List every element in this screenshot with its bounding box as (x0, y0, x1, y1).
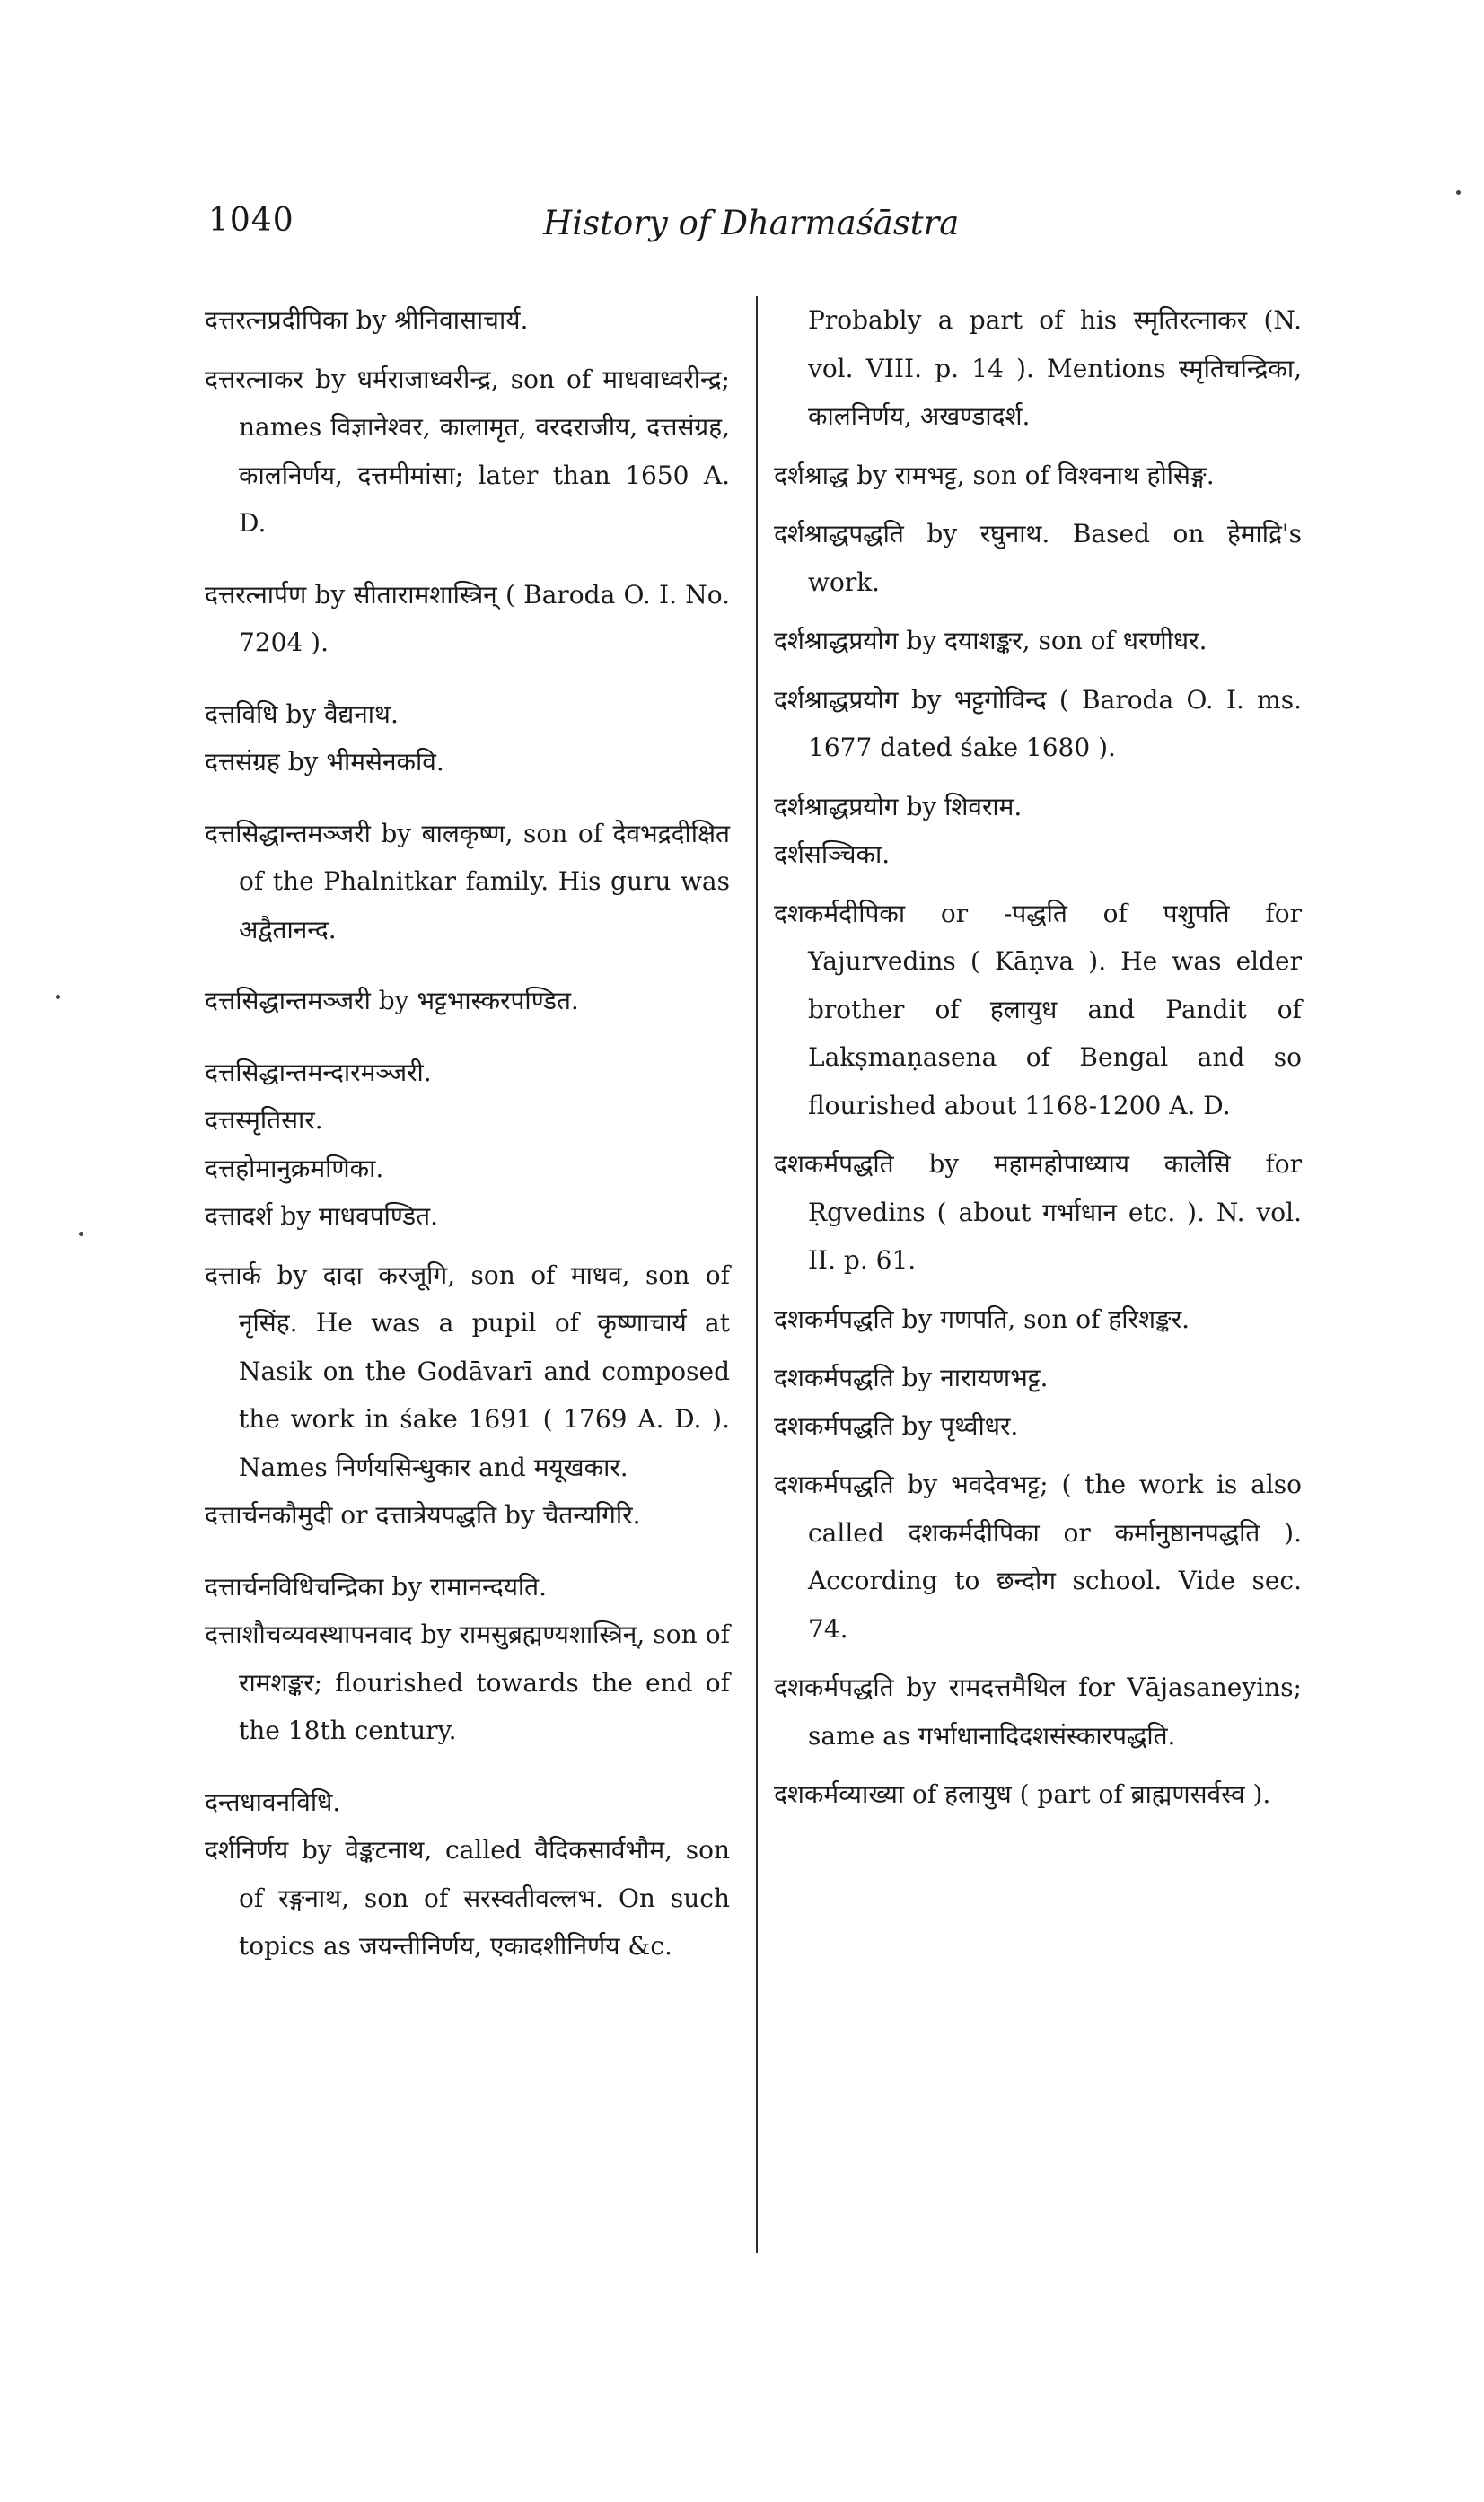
left-column (205, 296, 730, 1971)
dictionary-entry: दर्शश्राद्धप्रयोग by शिवराम. (774, 791, 1023, 821)
dictionary-entry: दशकर्मपद्धति by पृथ्वीधर. (774, 1410, 1019, 1441)
dictionary-entry: दत्तहोमानुक्रमणिका. (205, 1153, 384, 1183)
dictionary-entry: दर्शश्राद्धप्रयोग by भट्टगोविन्द ( Baroda O. I. ms. 1677 dated śake 1680 ). (774, 684, 1302, 762)
dictionary-entry: दर्शश्राद्धप्रयोग by दयाशङ्कर, son of धरणीधर. (774, 626, 1207, 655)
dictionary-entry: दत्ताशौचव्यवस्थापनवाद by रामसुब्रह्मण्यशास्त्रिन्, son of रामशङ्कर; flourished towards the end of the 18th century. (205, 1620, 730, 1745)
dictionary-entry: दशकर्मव्याख्या of हलायुध ( part of ब्राह्मणसर्वस्व ). (774, 1779, 1271, 1809)
dictionary-entry: दत्तसंग्रह by भीमसेनकवि. (205, 747, 444, 777)
dictionary-entry: दत्तस्मृतिसार. (205, 1105, 323, 1135)
dictionary-entry: दर्शसञ्चिका. (774, 839, 891, 869)
running-title: History of Dharmaśāstra (543, 204, 960, 242)
dictionary-entry: दत्तसिद्धान्तमञ्जरी by बालकृष्ण, son of देवभद्रदीक्षित of the Phalnitkar family. His guru was अद्वैतानन्द. (205, 818, 730, 944)
dictionary-entry: दत्तरत्नप्रदीपिका by श्रीनिवासाचार्य. (205, 305, 529, 335)
dictionary-entry: दशकर्मदीपिका or -पद्धति of पशुपति for Yajurvedins ( Kāṇva ). He was elder brother of हलायुध and Pandit of Lakṣmaṇasena of Bengal and so flourished about 1168-1200 A. D. (774, 898, 1302, 1120)
dictionary-entry: दशकर्मपद्धति by महामहोपाध्याय कालेसि for Ṛgvedins ( about गर्भाधान etc. ). N. vol. II. p. 61. (774, 1149, 1302, 1275)
right-column (774, 296, 1302, 1819)
dictionary-entry: दत्तार्चनविधिचन्द्रिका by रामानन्दयति. (205, 1571, 548, 1602)
dictionary-entry: दन्तधावनविधि. (205, 1787, 341, 1817)
dictionary-entry: दर्शश्राद्ध by रामभट्ट, son of विश्वनाथ होसिङ्ग. (774, 460, 1215, 490)
dictionary-entry: दर्शनिर्णय by वेङ्कटनाथ, called वैदिकसार्वभौम, son of रङ्गनाथ, son of सरस्वतीवल्लभ. On such topics as जयन्तीनिर्णय, एकादशीनिर्णय &c. (205, 1835, 730, 1961)
dictionary-entry: दशकर्मपद्धति by रामदत्तमैथिल for Vājasaneyins; same as गर्भाधानादिदशसंस्कारपद्धति. (774, 1672, 1302, 1751)
dictionary-entry: दत्तार्क by दादा करजूगि, son of माधव, son of नृसिंह. He was a pupil of कृष्णाचार्य at Nasik on the Godāvarī and composed the work in śake 1691 ( 1769 A. D. ). Names निर्णयसिन्धुकार and मयूखकार. (205, 1260, 730, 1482)
scan-speck (1456, 190, 1461, 195)
dictionary-entry: दशकर्मपद्धति by गणपति, son of हरिशङ्कर. (774, 1304, 1190, 1334)
dictionary-entry: दत्तसिद्धान्तमन्दारमञ्जरी. (205, 1057, 432, 1087)
dictionary-entry: दत्तरत्नार्पण by सीतारामशास्त्रिन् ( Baroda O. I. No. 7204 ). (205, 579, 730, 657)
dictionary-entry: दत्तार्चनकौमुदी or दत्तात्रेयपद्धति by चैतन्यगिरि. (205, 1500, 641, 1530)
dictionary-entry: दत्तरत्नाकर by धर्मराजाध्वरीन्द्र, son of माधवाध्वरीन्द्र; names विज्ञानेश्वर, कालामृत, वरदराजीय, दत्तसंग्रह, कालनिर्णय, दत्तमीमांसा; later than 1650 A. D. (205, 364, 730, 538)
page-header (0, 202, 1484, 256)
page-number: 1040 (208, 202, 294, 239)
dictionary-entry: दत्तसिद्धान्तमञ्जरी by भट्टभास्करपण्डित. (205, 986, 579, 1015)
dictionary-entry: दत्तविधि by वैद्यनाथ. (205, 698, 399, 729)
column-divider (756, 296, 758, 2253)
dictionary-entry: दशकर्मपद्धति by नारायणभट्ट. (774, 1363, 1049, 1392)
dictionary-entry: दत्तादर्श by माधवपण्डित. (205, 1201, 439, 1231)
scan-speck (56, 995, 60, 999)
scan-speck (79, 1232, 83, 1236)
dictionary-entry: दर्शश्राद्धपद्धति by रघुनाथ. Based on हेमाद्रि's work. (774, 519, 1302, 597)
dictionary-entry: दशकर्मपद्धति by भवदेवभट्ट; ( the work is also called दशकर्मदीपिका or कर्मानुष्ठानपद्धति ). According to छन्दोग school. Vide sec. 74. (774, 1470, 1302, 1644)
dictionary-entry: Probably a part of his स्मृतिरत्नाकर (N. vol. VIII. p. 14 ). Mentions स्मृतिचन्द्रिका, कालनिर्णय, अखण्डादर्श. (808, 305, 1302, 431)
